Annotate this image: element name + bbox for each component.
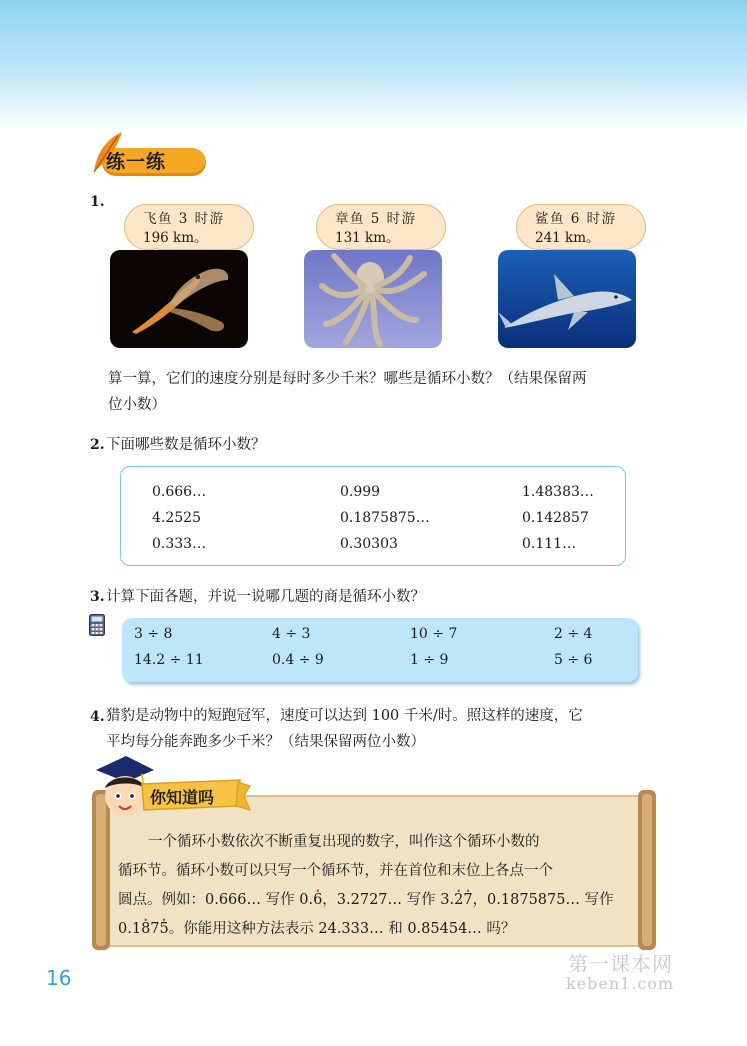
- did-you-know-title: 你知道吗: [150, 788, 215, 807]
- q2-cell: 0.142857: [522, 510, 589, 526]
- bubble-flying-fish: [124, 204, 254, 250]
- bubble-line2: 241 km。: [535, 230, 600, 246]
- q2-cell: 0.111…: [522, 536, 577, 552]
- dyk-text: 7: [150, 921, 160, 937]
- dyk-line3: [118, 886, 638, 915]
- q2-number: 2.: [90, 437, 105, 453]
- q3-cell: 0.4 ÷ 9: [272, 652, 324, 668]
- dotted-digit: • 5: [160, 915, 169, 944]
- q2-text: 下面哪些数是循环小数？: [106, 437, 266, 453]
- q3-text: 计算下面各题，并说一说哪几题的商是循环小数？: [106, 589, 425, 605]
- q2-cell: 0.999: [340, 484, 381, 500]
- bubble-line1: 飞鱼 3 时游: [143, 211, 225, 227]
- watermark-en: keben1.com: [566, 974, 675, 993]
- dyk-line2: 循环节。循环小数可以只写一个循环节，并在首位和末位上各点一个: [118, 863, 553, 879]
- bubble-line2: 196 km。: [143, 230, 208, 246]
- q2-cell: 0.333…: [152, 536, 207, 552]
- dyk-text: ，3.2727… 写作 3.: [322, 892, 455, 908]
- watermark-cn: 第一课本网: [568, 952, 673, 976]
- octopus-photo: [304, 250, 442, 348]
- dotted-digit: • 2: [454, 886, 463, 915]
- q3-cell: 3 ÷ 8: [134, 626, 173, 642]
- dyk-line1: 一个循环小数依次不断重复出现的数字，叫作这个循环小数的: [148, 834, 540, 850]
- dotted-digit: • 8: [141, 915, 150, 944]
- q3-number: 3.: [90, 589, 105, 605]
- flying-fish-photo: [110, 250, 248, 348]
- dyk-text: 0.1: [118, 921, 142, 937]
- q2-cell: 4.2525: [152, 510, 201, 526]
- q1-text-line2: 位小数）: [108, 397, 166, 413]
- bubble-line2: 131 km。: [335, 230, 400, 246]
- q3-cell: 1 ÷ 9: [410, 652, 449, 668]
- bubble-line1: 章鱼 5 时游: [335, 211, 417, 227]
- q4-text: [106, 703, 666, 755]
- bubble-shark: [516, 204, 646, 250]
- q1-text: [108, 366, 668, 418]
- q3-cell: 14.2 ÷ 11: [134, 652, 204, 668]
- dyk-text: ，0.1875875… 写作: [472, 892, 614, 908]
- dyk-line4: [118, 915, 638, 944]
- dyk-text: 。你能用这种方法表示 24.333… 和 0.85454… 吗？: [168, 921, 516, 937]
- page-number: 16: [46, 966, 72, 990]
- q4-text-line1: 猎豹是动物中的短跑冠军，速度可以达到 100 千米/时。照这样的速度，它: [106, 708, 583, 724]
- q2-cell: 0.666…: [152, 484, 207, 500]
- section-heading: [88, 130, 208, 180]
- q2-cell: 0.1875875…: [340, 510, 430, 526]
- dyk-text: 圆点。例如：0.666… 写作 0.: [118, 892, 314, 908]
- q3-cell: 4 ÷ 3: [272, 626, 311, 642]
- q4-text-line2: 平均每分能奔跑多少千米？（结果保留两位小数）: [106, 734, 425, 750]
- bubble-line1: 鲨鱼 6 时游: [535, 211, 617, 227]
- q3-cell: 2 ÷ 4: [554, 626, 593, 642]
- q3-cell: 10 ÷ 7: [410, 626, 458, 642]
- q2-cell: 1.48383…: [522, 484, 594, 500]
- dotted-digit: • 7: [463, 886, 472, 915]
- calculator-icon: [89, 614, 105, 636]
- heading-title: 练一练: [106, 151, 167, 173]
- did-you-know-body: [118, 828, 638, 944]
- q3-cell: 5 ÷ 6: [554, 652, 593, 668]
- shark-photo: [498, 250, 636, 348]
- q1-text-line1: 算一算，它们的速度分别是每时多少千米？哪些是循环小数？（结果保留两: [108, 371, 587, 387]
- q4-number: 4.: [90, 709, 105, 725]
- q1-number: 1.: [90, 194, 105, 210]
- dotted-digit: • 6: [313, 886, 322, 915]
- bubble-octopus: [316, 204, 446, 250]
- top-banner: [0, 0, 747, 130]
- q2-cell: 0.30303: [340, 536, 398, 552]
